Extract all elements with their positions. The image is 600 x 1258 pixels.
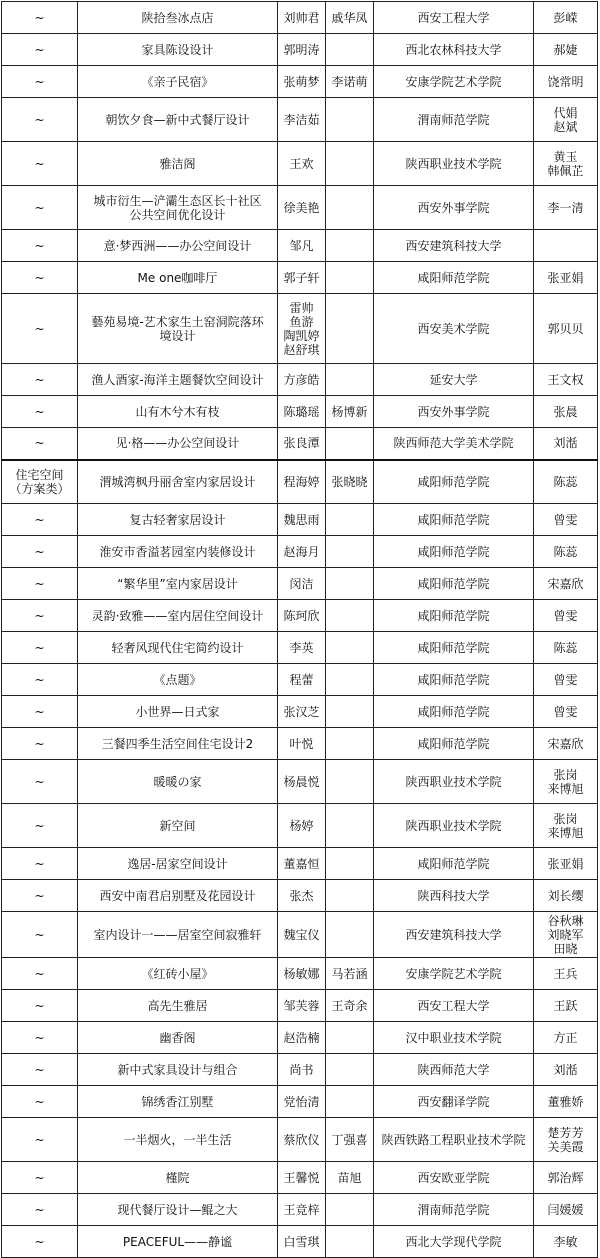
author-cell: 张汉芝 — [278, 696, 326, 728]
award-table — [1, 1, 598, 1258]
author-cell: 尚书 — [278, 1054, 326, 1086]
author-cell-line: 陶凯婷 — [283, 328, 320, 343]
author-cell: 杨婷 — [278, 804, 326, 848]
title-cell: Me one咖啡厅 — [78, 262, 278, 294]
advisor-cell: 张亚娟 — [534, 262, 598, 294]
table-row — [2, 1194, 598, 1226]
title-cell: 渭城湾枫丹丽舍室内家居设计 — [78, 460, 278, 504]
category-cell — [2, 460, 78, 504]
school-cell: 陕西职业技术学院 — [374, 142, 534, 186]
advisor-cell: 张晨 — [534, 396, 598, 428]
author-cell: 李洁茹 — [278, 98, 326, 142]
co-author-cell — [326, 696, 374, 728]
school-cell: 陕西科技大学 — [374, 880, 534, 912]
category-cell: ~ — [2, 664, 78, 696]
author-cell: 杨敏娜 — [278, 958, 326, 990]
advisor-cell: 宋嘉欣 — [534, 568, 598, 600]
advisor-cell: 饶常明 — [534, 66, 598, 98]
category-cell: ~ — [2, 1054, 78, 1086]
co-author-cell — [326, 600, 374, 632]
category-cell: ~ — [2, 632, 78, 664]
school-cell: 渭南师范学院 — [374, 98, 534, 142]
advisor-cell: 陈蕊 — [534, 536, 598, 568]
title-cell: 槿院 — [78, 1162, 278, 1194]
author-cell: 郭子轩 — [278, 262, 326, 294]
category-cell: ~ — [2, 98, 78, 142]
school-cell: 咸阳师范学院 — [374, 536, 534, 568]
advisor-cell-line: 赵斌 — [553, 119, 578, 134]
category-cell: ~ — [2, 728, 78, 760]
advisor-cell: 曾雯 — [534, 600, 598, 632]
title-cell: 灵韵·致雅——室内居住空间设计 — [78, 600, 278, 632]
award-table-body — [2, 2, 598, 1258]
table-row — [2, 66, 598, 98]
title-cell: 雅洁阁 — [78, 142, 278, 186]
school-cell: 陕西铁路工程职业技术学院 — [374, 1118, 534, 1162]
co-author-cell — [326, 912, 374, 958]
advisor-cell-line: 刘晓军 — [547, 927, 584, 942]
advisor-cell — [534, 912, 598, 958]
category-cell: ~ — [2, 262, 78, 294]
advisor-cell: 刘长缨 — [534, 880, 598, 912]
advisor-cell: 彭嵘 — [534, 2, 598, 34]
school-cell: 西安工程大学 — [374, 990, 534, 1022]
co-author-cell — [326, 1022, 374, 1054]
title-cell: 三餐四季生活空间住宅设计2 — [78, 728, 278, 760]
table-row — [2, 294, 598, 364]
co-author-cell — [326, 760, 374, 804]
co-author-cell — [326, 1194, 374, 1226]
author-cell: 程蕾 — [278, 664, 326, 696]
category-cell-line: （方案类） — [9, 481, 70, 496]
co-author-cell — [326, 504, 374, 536]
school-cell: 咸阳师范学院 — [374, 600, 534, 632]
advisor-cell: 王兵 — [534, 958, 598, 990]
category-cell: ~ — [2, 1118, 78, 1162]
advisor-cell-line: 黄玉 — [553, 149, 578, 164]
advisor-cell — [534, 142, 598, 186]
school-cell: 安康学院艺术学院 — [374, 958, 534, 990]
category-cell: ~ — [2, 142, 78, 186]
co-author-cell: 马若涵 — [326, 958, 374, 990]
school-cell: 渭南师范学院 — [374, 1194, 534, 1226]
author-cell: 闵洁 — [278, 568, 326, 600]
table-row — [2, 364, 598, 396]
author-cell: 赵海月 — [278, 536, 326, 568]
advisor-cell — [534, 230, 598, 262]
table-row — [2, 728, 598, 760]
school-cell: 咸阳师范学院 — [374, 728, 534, 760]
co-author-cell: 王奇余 — [326, 990, 374, 1022]
advisor-cell: 刘湉 — [534, 1054, 598, 1086]
co-author-cell: 张晓晓 — [326, 460, 374, 504]
table-row — [2, 958, 598, 990]
advisor-cell — [534, 804, 598, 848]
school-cell: 西安工程大学 — [374, 2, 534, 34]
school-cell: 咸阳师范学院 — [374, 696, 534, 728]
category-cell: ~ — [2, 880, 78, 912]
school-cell: 西安外事学院 — [374, 396, 534, 428]
school-cell: 西安建筑科技大学 — [374, 912, 534, 958]
table-row — [2, 1162, 598, 1194]
author-cell: 张良潭 — [278, 428, 326, 460]
school-cell: 西安美术学院 — [374, 294, 534, 364]
author-cell: 刘帅君 — [278, 2, 326, 34]
title-cell: 室内设计一——居室空间寂雅轩 — [78, 912, 278, 958]
category-cell: ~ — [2, 428, 78, 460]
author-cell: 王竞梓 — [278, 1194, 326, 1226]
school-cell: 安康学院艺术学院 — [374, 66, 534, 98]
title-cell-line: 藝苑易境-艺术家生土窑洞院落环 — [91, 314, 264, 329]
table-row — [2, 186, 598, 230]
school-cell: 延安大学 — [374, 364, 534, 396]
category-cell: ~ — [2, 760, 78, 804]
advisor-cell-line: 楚芳芳 — [547, 1125, 584, 1140]
title-cell: “繁华里”室内家居设计 — [78, 568, 278, 600]
co-author-cell — [326, 230, 374, 262]
advisor-cell: 陈蕊 — [534, 632, 598, 664]
advisor-cell — [534, 98, 598, 142]
co-author-cell — [326, 848, 374, 880]
school-cell: 陕西职业技术学院 — [374, 804, 534, 848]
school-cell: 西北大学现代学院 — [374, 1226, 534, 1258]
category-cell: ~ — [2, 804, 78, 848]
category-cell: ~ — [2, 912, 78, 958]
author-cell: 白雪琪 — [278, 1226, 326, 1258]
author-cell: 郭明涛 — [278, 34, 326, 66]
advisor-cell: 李敏 — [534, 1226, 598, 1258]
category-cell: ~ — [2, 958, 78, 990]
advisor-cell-line: 张岗 — [553, 811, 578, 826]
school-cell: 咸阳师范学院 — [374, 460, 534, 504]
school-cell: 汉中职业技术学院 — [374, 1022, 534, 1054]
title-cell: 淮安市香溢茗园室内装修设计 — [78, 536, 278, 568]
title-cell: 现代餐厅设计—鲲之大 — [78, 1194, 278, 1226]
title-cell: 小世界—日式家 — [78, 696, 278, 728]
title-cell: 《亲子民宿》 — [78, 66, 278, 98]
advisor-cell — [534, 760, 598, 804]
table-row — [2, 1226, 598, 1258]
author-cell-line: 鱼游 — [289, 314, 314, 329]
table-row — [2, 34, 598, 66]
table-row — [2, 990, 598, 1022]
co-author-cell: 丁强喜 — [326, 1118, 374, 1162]
table-row — [2, 428, 598, 460]
author-cell — [278, 294, 326, 364]
co-author-cell — [326, 632, 374, 664]
table-row — [2, 230, 598, 262]
title-cell: 新中式家具设计与组合 — [78, 1054, 278, 1086]
advisor-cell: 王文权 — [534, 364, 598, 396]
category-cell: ~ — [2, 1162, 78, 1194]
title-cell: 陕拾叁冰点店 — [78, 2, 278, 34]
advisor-cell: 方正 — [534, 1022, 598, 1054]
co-author-cell — [326, 364, 374, 396]
school-cell: 西安外事学院 — [374, 186, 534, 230]
table-row — [2, 568, 598, 600]
advisor-cell: 董雅娇 — [534, 1086, 598, 1118]
co-author-cell: 李诺萌 — [326, 66, 374, 98]
advisor-cell-line: 来博旭 — [547, 825, 584, 840]
title-cell: 一半烟火，一半生活 — [78, 1118, 278, 1162]
co-author-cell — [326, 34, 374, 66]
advisor-cell: 张亚娟 — [534, 848, 598, 880]
category-cell: ~ — [2, 364, 78, 396]
school-cell: 陕西职业技术学院 — [374, 760, 534, 804]
author-cell: 张杰 — [278, 880, 326, 912]
advisor-cell-line: 张岗 — [553, 767, 578, 782]
author-cell: 叶悦 — [278, 728, 326, 760]
advisor-cell: 郭治辉 — [534, 1162, 598, 1194]
co-author-cell: 杨博新 — [326, 396, 374, 428]
title-cell: 山有木兮木有枝 — [78, 396, 278, 428]
co-author-cell — [326, 804, 374, 848]
author-cell: 王欢 — [278, 142, 326, 186]
author-cell: 李英 — [278, 632, 326, 664]
co-author-cell — [326, 186, 374, 230]
title-cell: 轻奢风现代住宅简约设计 — [78, 632, 278, 664]
advisor-cell-line: 田晓 — [553, 941, 578, 956]
school-cell: 西北农林科技大学 — [374, 34, 534, 66]
table-row — [2, 2, 598, 34]
category-cell: ~ — [2, 1194, 78, 1226]
title-cell: PEACEFUL——静谧 — [78, 1226, 278, 1258]
author-cell: 张萌梦 — [278, 66, 326, 98]
title-cell: 意·梦西洲——办公空间设计 — [78, 230, 278, 262]
category-cell: ~ — [2, 504, 78, 536]
author-cell: 徐美艳 — [278, 186, 326, 230]
author-cell: 方彦皓 — [278, 364, 326, 396]
advisor-cell-line: 韩佩芷 — [547, 163, 584, 178]
category-cell: ~ — [2, 568, 78, 600]
author-cell: 邹芙蓉 — [278, 990, 326, 1022]
category-cell: ~ — [2, 294, 78, 364]
title-cell: 新空间 — [78, 804, 278, 848]
title-cell — [78, 294, 278, 364]
advisor-cell-line: 来博旭 — [547, 781, 584, 796]
advisor-cell-line: 关美霞 — [547, 1139, 584, 1154]
table-row — [2, 880, 598, 912]
category-cell-line: 住宅空间 — [15, 467, 64, 482]
title-cell: 暖暖の家 — [78, 760, 278, 804]
category-cell: ~ — [2, 990, 78, 1022]
advisor-cell-line: 谷秋琳 — [547, 913, 584, 928]
category-cell: ~ — [2, 186, 78, 230]
co-author-cell — [326, 728, 374, 760]
title-cell: 复古轻奢家居设计 — [78, 504, 278, 536]
table-row — [2, 1118, 598, 1162]
table-row — [2, 1054, 598, 1086]
co-author-cell — [326, 1226, 374, 1258]
school-cell: 咸阳师范学院 — [374, 568, 534, 600]
author-cell: 魏宝仪 — [278, 912, 326, 958]
title-cell: 家具陈设设计 — [78, 34, 278, 66]
table-row — [2, 1022, 598, 1054]
category-cell: ~ — [2, 1086, 78, 1118]
advisor-cell: 曾雯 — [534, 664, 598, 696]
co-author-cell — [326, 98, 374, 142]
table-row — [2, 262, 598, 294]
author-cell: 赵浩楠 — [278, 1022, 326, 1054]
co-author-cell — [326, 568, 374, 600]
co-author-cell — [326, 664, 374, 696]
category-cell: ~ — [2, 2, 78, 34]
title-cell-line: 境设计 — [159, 328, 196, 343]
author-cell: 陈璐瑶 — [278, 396, 326, 428]
school-cell: 西安建筑科技大学 — [374, 230, 534, 262]
table-row — [2, 804, 598, 848]
table-row — [2, 600, 598, 632]
category-cell: ~ — [2, 536, 78, 568]
table-row — [2, 142, 598, 186]
category-cell: ~ — [2, 66, 78, 98]
author-cell-line: 赵舒琪 — [283, 342, 320, 357]
advisor-cell: 闫媛媛 — [534, 1194, 598, 1226]
author-cell: 邹凡 — [278, 230, 326, 262]
advisor-cell: 郝婕 — [534, 34, 598, 66]
co-author-cell: 戚华凤 — [326, 2, 374, 34]
title-cell: 见·格——办公空间设计 — [78, 428, 278, 460]
advisor-cell: 刘湉 — [534, 428, 598, 460]
co-author-cell — [326, 142, 374, 186]
category-cell: ~ — [2, 396, 78, 428]
co-author-cell: 苗旭 — [326, 1162, 374, 1194]
category-cell: ~ — [2, 230, 78, 262]
table-row — [2, 536, 598, 568]
advisor-cell — [534, 1118, 598, 1162]
table-row — [2, 504, 598, 536]
school-cell: 西安翻译学院 — [374, 1086, 534, 1118]
category-cell: ~ — [2, 600, 78, 632]
category-cell: ~ — [2, 1226, 78, 1258]
school-cell: 咸阳师范学院 — [374, 504, 534, 536]
table-row — [2, 912, 598, 958]
advisor-cell: 曾雯 — [534, 696, 598, 728]
school-cell: 咸阳师范学院 — [374, 848, 534, 880]
co-author-cell — [326, 1086, 374, 1118]
advisor-cell: 王跃 — [534, 990, 598, 1022]
title-cell: 逸居-居家空间设计 — [78, 848, 278, 880]
school-cell: 咸阳师范学院 — [374, 262, 534, 294]
author-cell: 蔡欣仪 — [278, 1118, 326, 1162]
category-cell: ~ — [2, 696, 78, 728]
advisor-cell: 李一清 — [534, 186, 598, 230]
table-row — [2, 848, 598, 880]
title-cell — [78, 186, 278, 230]
category-cell: ~ — [2, 848, 78, 880]
title-cell: 锦绣香江别墅 — [78, 1086, 278, 1118]
school-cell: 咸阳师范学院 — [374, 632, 534, 664]
author-cell: 党怡清 — [278, 1086, 326, 1118]
co-author-cell — [326, 428, 374, 460]
title-cell-line: 公共空间优化设计 — [129, 207, 226, 222]
author-cell: 魏思雨 — [278, 504, 326, 536]
author-cell: 王馨悦 — [278, 1162, 326, 1194]
co-author-cell — [326, 880, 374, 912]
table-row — [2, 98, 598, 142]
table-row — [2, 632, 598, 664]
co-author-cell — [326, 536, 374, 568]
school-cell: 陕西师范大学美术学院 — [374, 428, 534, 460]
advisor-cell-line: 代娟 — [553, 105, 578, 120]
advisor-cell: 陈蕊 — [534, 460, 598, 504]
table-row — [2, 460, 598, 504]
title-cell: 《红砖小屋》 — [78, 958, 278, 990]
title-cell-line: 城市衍生—浐灞生态区长十社区 — [93, 193, 262, 208]
author-cell: 董嘉恒 — [278, 848, 326, 880]
table-row — [2, 396, 598, 428]
category-cell: ~ — [2, 34, 78, 66]
advisor-cell: 郭贝贝 — [534, 294, 598, 364]
category-cell: ~ — [2, 1022, 78, 1054]
title-cell: 渔人酒家-海洋主题餐饮空间设计 — [78, 364, 278, 396]
co-author-cell — [326, 1054, 374, 1086]
title-cell: 高先生雅居 — [78, 990, 278, 1022]
author-cell: 杨晨悦 — [278, 760, 326, 804]
table-row — [2, 664, 598, 696]
author-cell: 陈珂欣 — [278, 600, 326, 632]
advisor-cell: 曾雯 — [534, 504, 598, 536]
author-cell: 程海婷 — [278, 460, 326, 504]
table-row — [2, 760, 598, 804]
school-cell: 咸阳师范学院 — [374, 664, 534, 696]
school-cell: 陕西师范大学 — [374, 1054, 534, 1086]
table-row — [2, 1086, 598, 1118]
advisor-cell: 宋嘉欣 — [534, 728, 598, 760]
table-row — [2, 696, 598, 728]
co-author-cell — [326, 262, 374, 294]
author-cell-line: 雷帅 — [289, 300, 314, 315]
title-cell: 西安中南君启别墅及花园设计 — [78, 880, 278, 912]
title-cell: 《点题》 — [78, 664, 278, 696]
school-cell: 西安欧亚学院 — [374, 1162, 534, 1194]
co-author-cell — [326, 294, 374, 364]
title-cell: 幽香阁 — [78, 1022, 278, 1054]
title-cell: 朝饮夕食—新中式餐厅设计 — [78, 98, 278, 142]
